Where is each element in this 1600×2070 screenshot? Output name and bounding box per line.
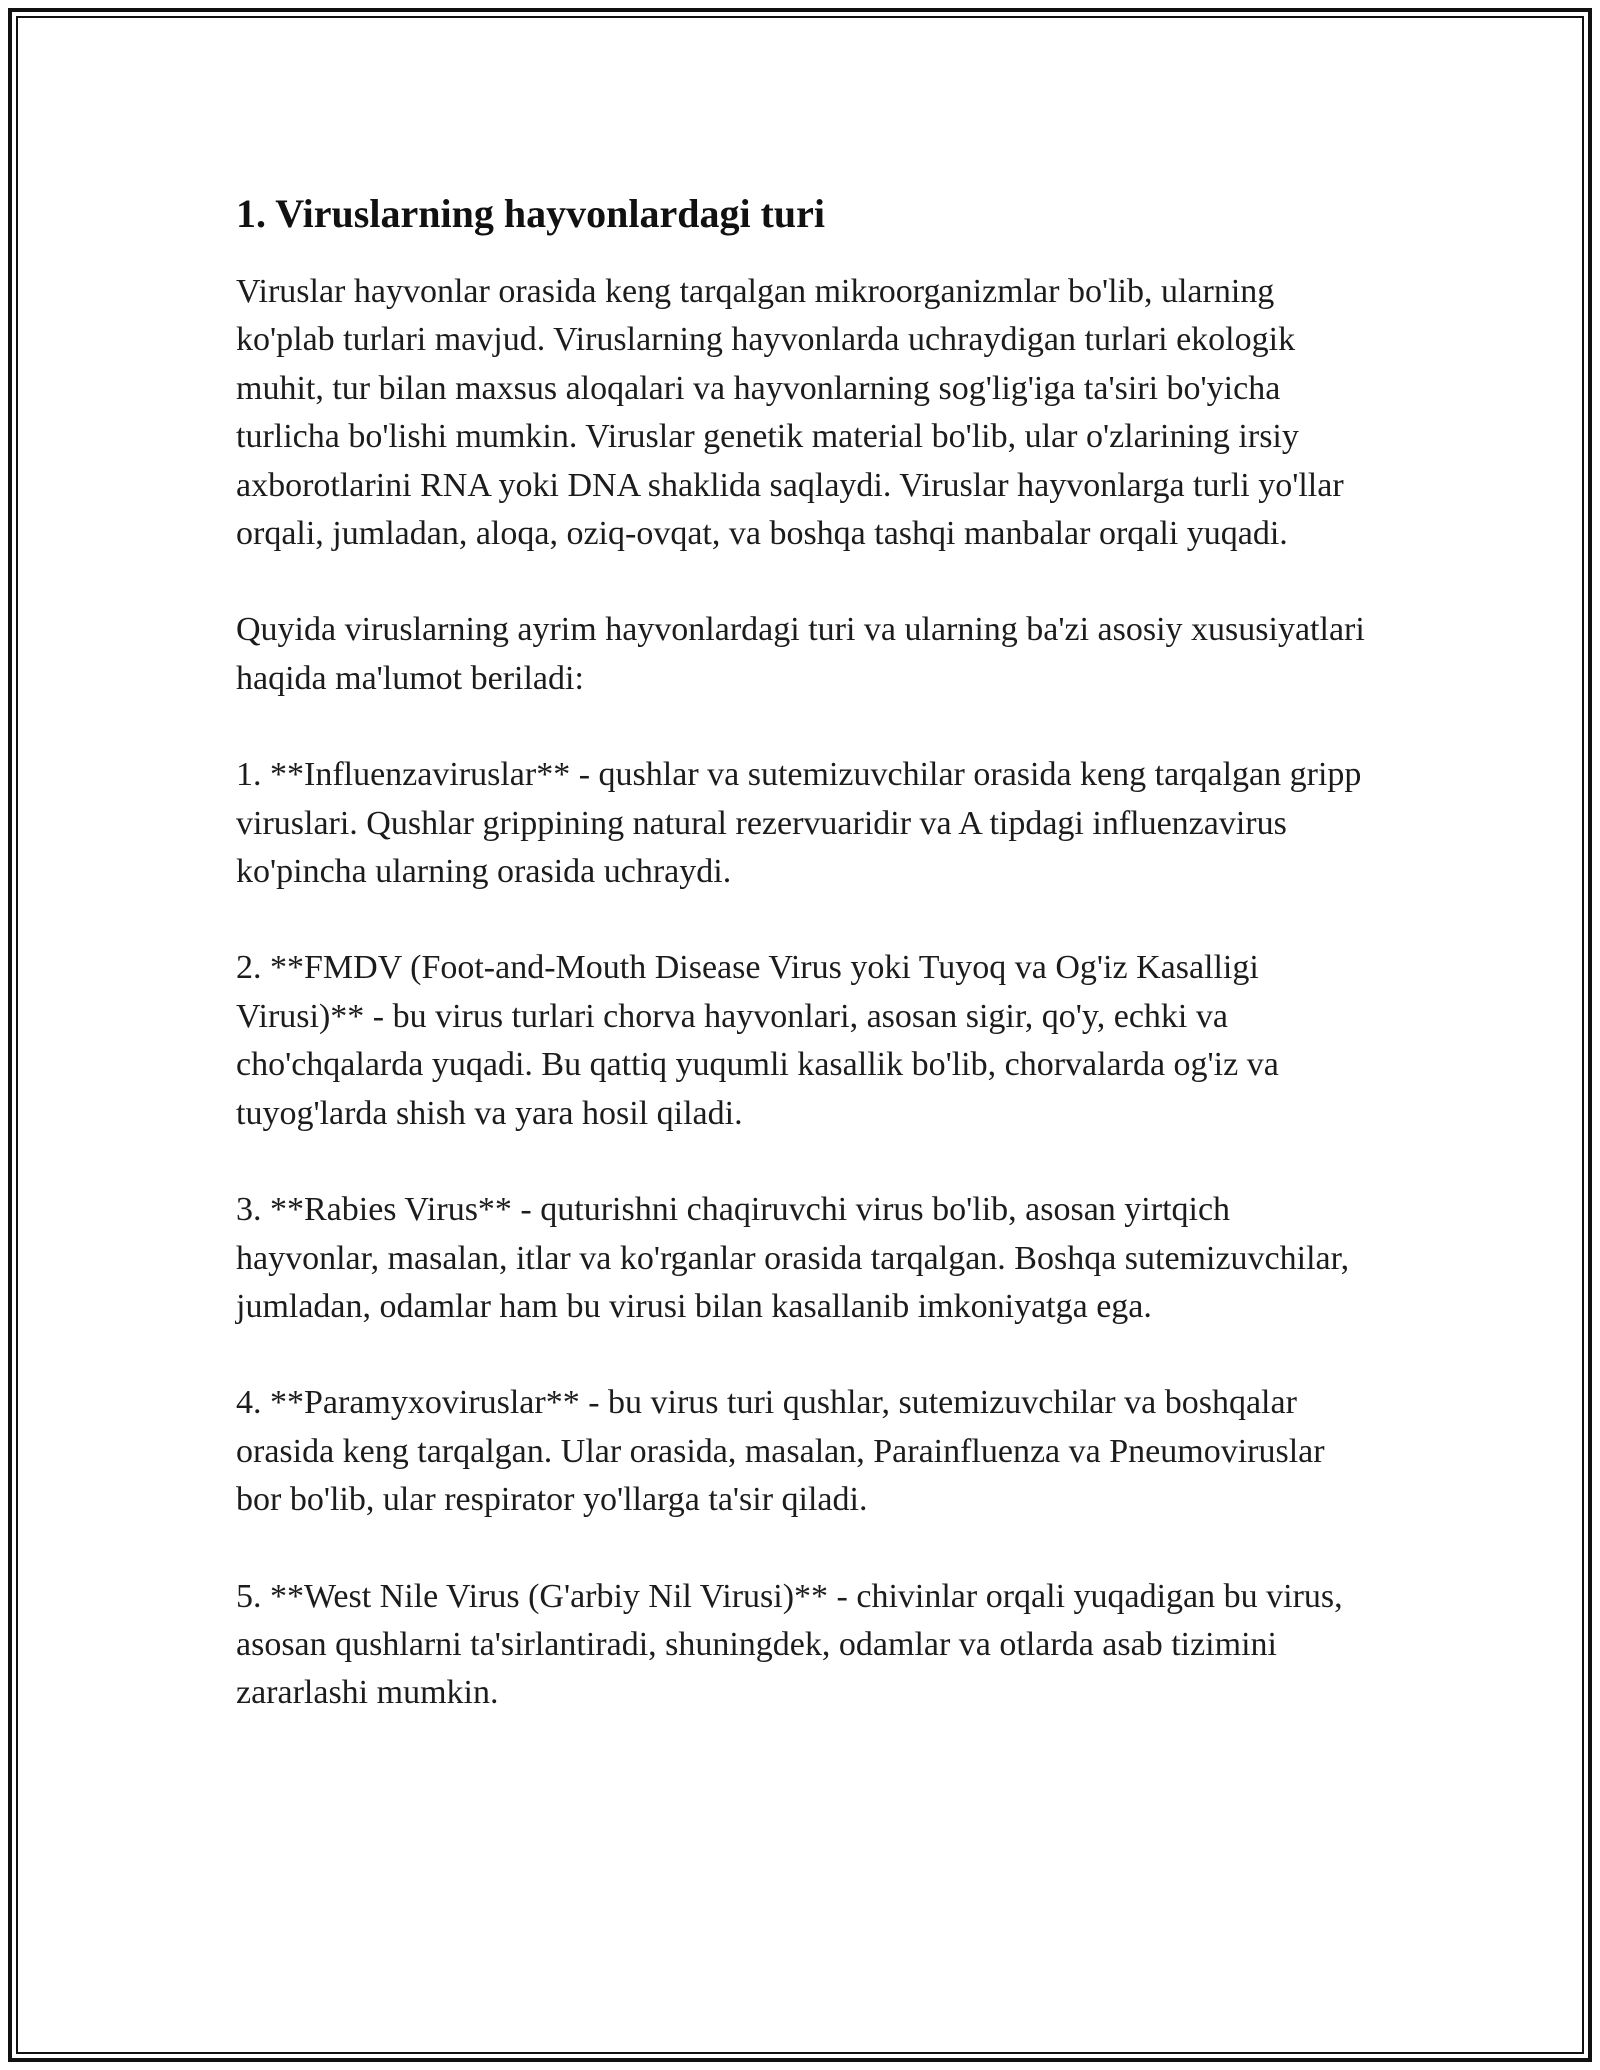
list-item-west-nile-virus: 5. **West Nile Virus (G'arbiy Nil Virusi)** - chivinlar orqali yuqadigan bu virus, asosan qushlarni ta'sirlantiradi, shuningdek, odamlar va otlarda asab tizimini zararlashi mumkin. (236, 1577, 1343, 1712)
document-heading: 1. Viruslarning hayvonlardagi turi (236, 191, 825, 236)
list-item-paramyxoviruslar: 4. **Paramyxoviruslar** - bu virus turi qushlar, sutemizuvchilar va boshqalar orasida keng tarqalgan. Ular orasida, masalan, Parainfluenza va Pneumoviruslar bor bo'lib, ular respirator yo'llarga ta'sir qiladi. (236, 1384, 1325, 1519)
list-item-influenzaviruslar: 1. **Influenzaviruslar** - qushlar va sutemizuvchilar orasida keng tarqalgan gripp viruslari. Qushlar grippining natural rezervuaridir va A tipdagi influenzavirus ko'pincha ularning orasida uchraydi. (236, 756, 1362, 891)
list-item-rabies-virus: 3. **Rabies Virus** - quturishni chaqiruvchi virus bo'lib, asosan yirtqich hayvonlar, masalan, itlar va ko'rganlar orasida tarqalgan. Boshqa sutemizuvchilar, jumladan, odamlar ham bu virusi bilan kasallanib imkoniyatga ega. (236, 1191, 1350, 1325)
intro-paragraph: Viruslar hayvonlar orasida keng tarqalgan mikroorganizmlar bo'lib, ularning ko'plab turlari mavjud. Viruslarning hayvonlarda uchraydigan turlari ekologik muhit, tur bilan maxsus aloqalari va hayvonlarning sog'lig'iga ta'siri bo'yicha turlicha bo'lishi mumkin. Viruslar genetik material bo'lib, ular o'zlarining irsiy axborotlarini RNA yoki DNA shaklida saqlaydi. Viruslar hayvonlarga turli yo'llar orqali, jumladan, aloqa, oziq-ovqat, va boshqa tashqi manbalar orqali yuqadi. (236, 273, 1344, 553)
list-intro-paragraph: Quyida viruslarning ayrim hayvonlardagi turi va ularning ba'zi asosiy xususiyatlari haqida ma'lumot beriladi: (236, 611, 1365, 697)
document-body (236, 180, 1376, 1766)
list-item-fmdv: 2. **FMDV (Foot-and-Mouth Disease Virus yoki Tuyoq va Og'iz Kasalligi Virusi)** - bu virus turlari chorva hayvonlari, asosan sigir, qo'y, echki va cho'chqalarda yuqadi. Bu qattiq yuqumli kasallik bo'lib, chorvalarda og'iz va tuyog'larda shish va yara hosil qiladi. (236, 949, 1279, 1132)
